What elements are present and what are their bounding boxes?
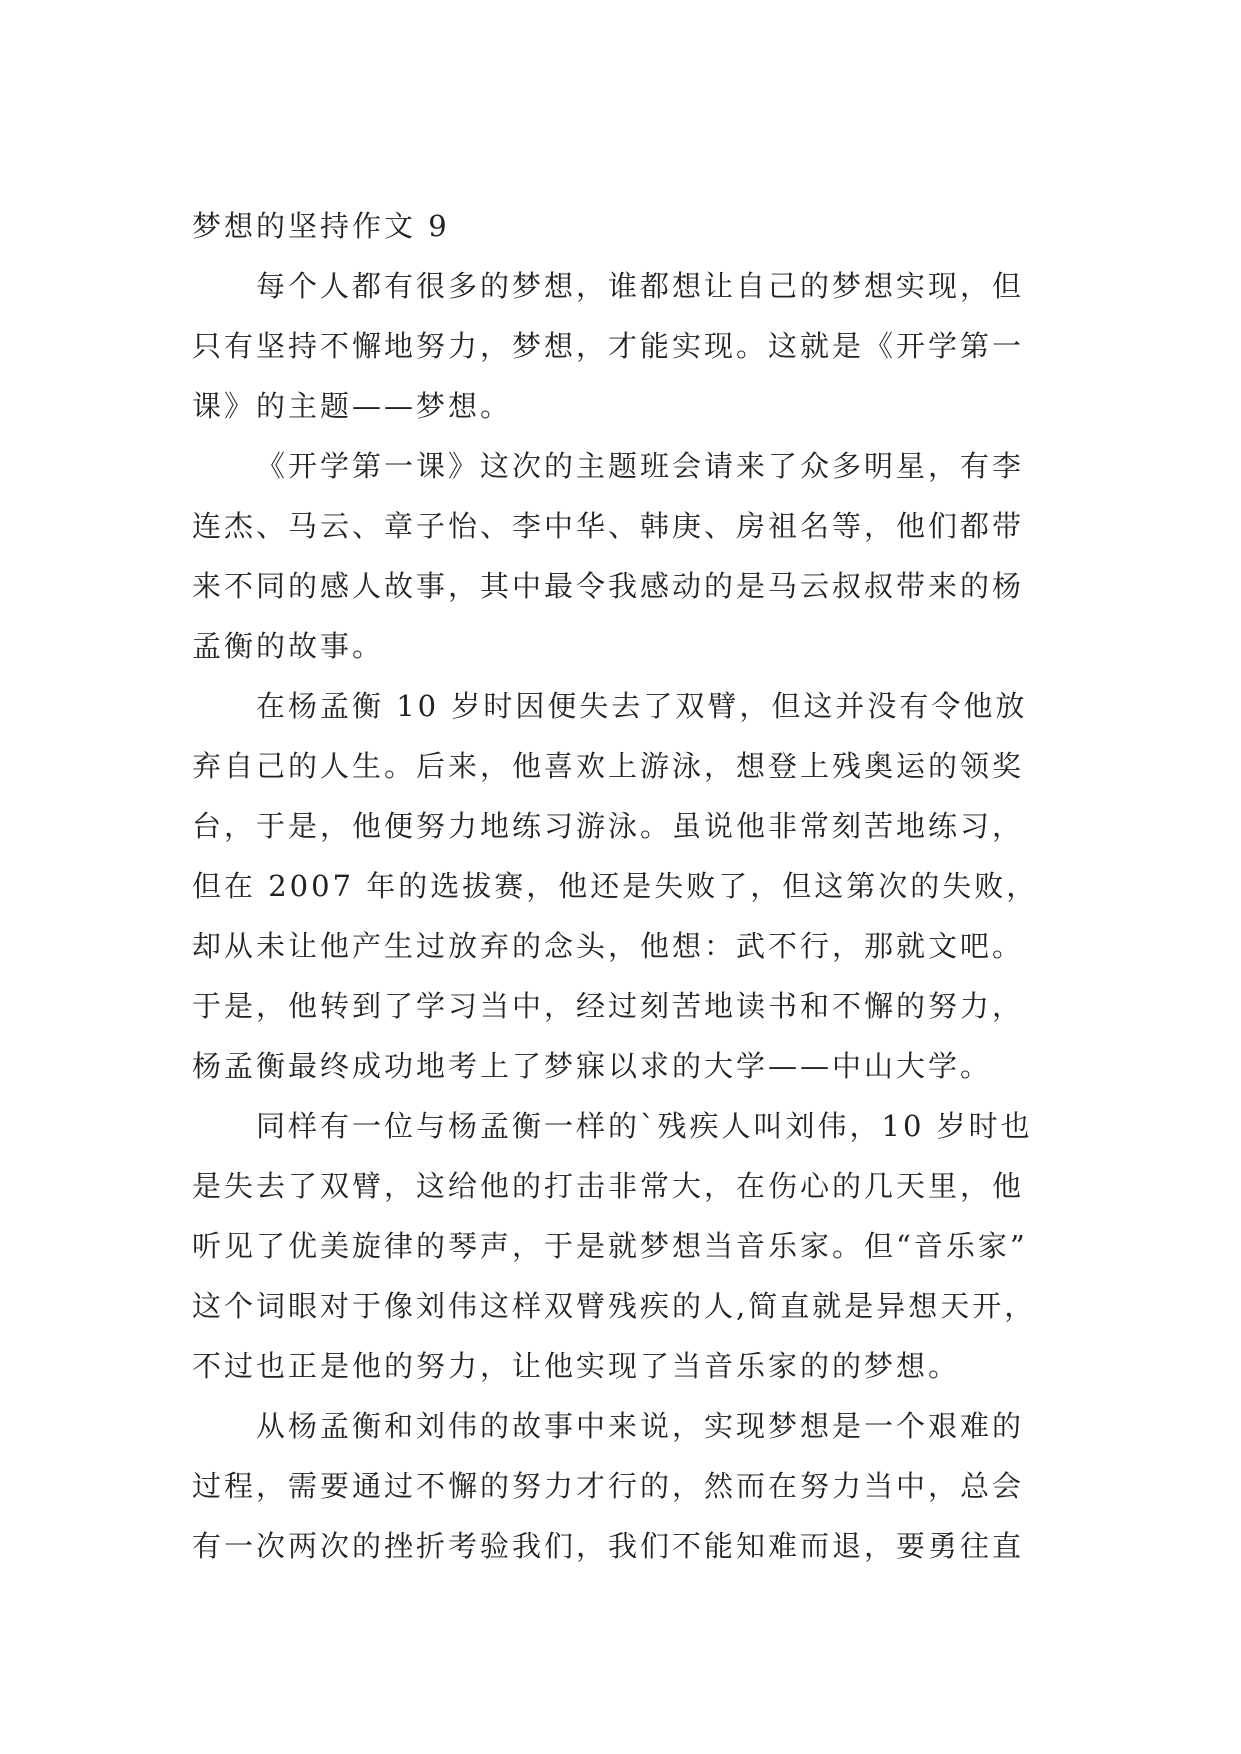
text-line: 于是，他转到了学习当中，经过刻苦地读书和不懈的努力， <box>192 989 1025 1023</box>
paragraph <box>192 1396 1072 1576</box>
text-line: 这个词眼对于像刘伟这样双臂残疾的人,简直就是异想天开， <box>192 1289 1037 1323</box>
text-line: 只有坚持不懈地努力，梦想，才能实现。这就是《开学第一 <box>192 329 1025 363</box>
text-line: 在杨孟衡 10 岁时因便失去了双臂，但这并没有令他放 <box>256 689 1028 723</box>
text-line: 听见了优美旋律的琴声，于是就梦想当音乐家。但“音乐家” <box>192 1229 1028 1263</box>
text-line: 从杨孟衡和刘伟的故事中来说，实现梦想是一个艰难的 <box>256 1409 1025 1443</box>
text-line: 台，于是，他便努力地练习游泳。虽说他非常刻苦地练习， <box>192 809 1025 843</box>
text-line: 是失去了双臂，这给他的打击非常大，在伤心的几天里，他 <box>192 1169 1025 1203</box>
text-line: 连杰、马云、章子怡、李中华、韩庚、房祖名等，他们都带 <box>192 509 1025 543</box>
text-line: 课》的主题——梦想。 <box>192 389 513 423</box>
text-line: 过程，需要通过不懈的努力才行的，然而在努力当中，总会 <box>192 1469 1025 1503</box>
text-line: 弃自己的人生。后来，他喜欢上游泳，想登上残奥运的领奖 <box>192 749 1025 783</box>
document-title: 梦想的坚持作文 9 <box>192 209 450 243</box>
paragraph <box>192 1096 1072 1396</box>
text-line: 却从未让他产生过放弃的念头，他想：武不行，那就文吧。 <box>192 929 1025 963</box>
text-line: 有一次两次的挫折考验我们，我们不能知难而退，要勇往直 <box>192 1529 1025 1563</box>
paragraph <box>192 436 1072 676</box>
text-line: 每个人都有很多的梦想，谁都想让自己的梦想实现，但 <box>256 269 1025 303</box>
document-body <box>192 196 1072 1576</box>
paragraph <box>192 676 1072 1096</box>
text-line: 来不同的感人故事，其中最令我感动的是马云叔叔带来的杨 <box>192 569 1025 603</box>
text-line: 不过也正是他的努力，让他实现了当音乐家的的梦想。 <box>192 1349 961 1383</box>
text-line: 同样有一位与杨孟衡一样的`残疾人叫刘伟，10 岁时也 <box>256 1109 1033 1143</box>
text-line: 《开学第一课》这次的主题班会请来了众多明星，有李 <box>256 449 1025 483</box>
text-line: 孟衡的故事。 <box>192 629 385 663</box>
paragraph <box>192 256 1072 436</box>
text-line: 杨孟衡最终成功地考上了梦寐以求的大学——中山大学。 <box>192 1049 993 1083</box>
text-line: 但在 2007 年的选拔赛，他还是失败了，但这第次的失败， <box>192 869 1039 903</box>
